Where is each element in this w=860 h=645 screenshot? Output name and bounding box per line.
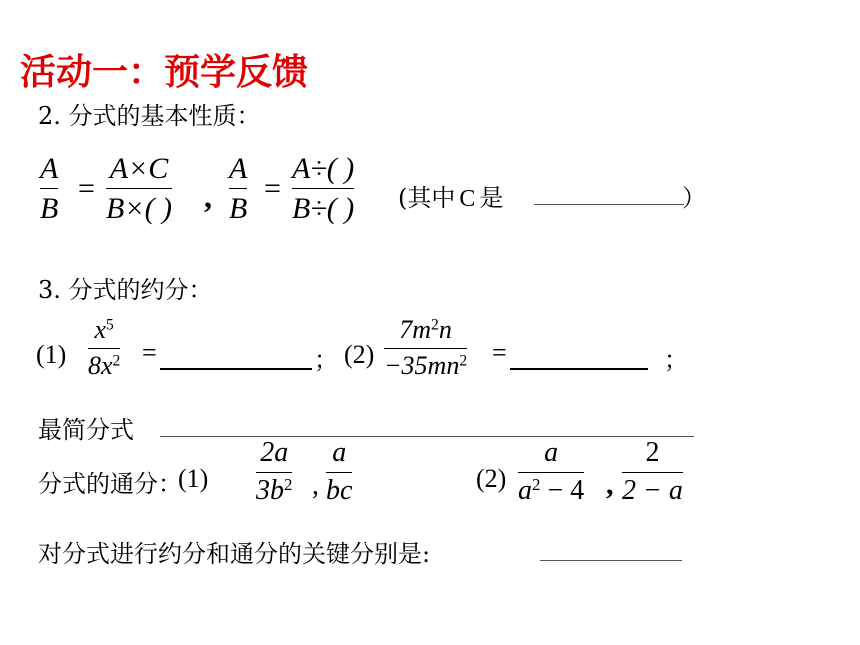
note-variable: C (459, 186, 476, 212)
comma: , (312, 470, 319, 501)
common-p1-label: (1) (178, 464, 209, 493)
page-title: 活动一：预学反馈 (20, 52, 309, 93)
item1-answer-blank[interactable] (160, 338, 312, 370)
frac1-rhs-denominator: B×( ) (106, 192, 173, 225)
p2-f1-numerator: a (544, 437, 559, 468)
frac1-rhs-numerator: A×C (109, 152, 169, 185)
item1-denominator: $8x^2$ (88, 350, 121, 380)
item1-fraction (88, 316, 120, 380)
section-2-heading: 2. 分式的基本性质： (38, 102, 261, 130)
item-end: ； (664, 346, 688, 374)
equals-sign: = (78, 172, 95, 205)
item1-numerator: $x^5$ (94, 315, 114, 344)
item-separator: ； (314, 346, 338, 374)
frac1-lhs (40, 152, 58, 225)
equals-sign: = (142, 338, 157, 367)
simplest-fraction-blank[interactable] (160, 408, 694, 437)
item1-label: (1) (36, 340, 67, 369)
frac1-lhs-numerator: A (40, 152, 59, 185)
frac1-lhs-denominator: B (40, 192, 59, 225)
frac2-rhs-denominator: B÷( ) (292, 192, 355, 225)
p2-f2-denominator: 2 − a (622, 474, 683, 506)
simplest-fraction-label: 最简分式 (38, 416, 134, 444)
note-open: (其中 (398, 184, 456, 212)
frac2-lhs (229, 152, 247, 225)
p2-f1-denominator: $a^2 - 4$ (518, 474, 585, 506)
p2-fraction-2 (622, 438, 683, 507)
common-denominator-label: 分式的通分： (38, 470, 182, 498)
item2-fraction (384, 316, 467, 380)
frac2-lhs-denominator: B (229, 192, 248, 225)
equals-sign: = (264, 172, 281, 205)
p1-f2-numerator: a (332, 437, 347, 468)
item2-label: (2) (344, 340, 375, 369)
frac2-rhs-numerator: A÷( ) (292, 152, 355, 185)
frac2-lhs-numerator: A (229, 152, 248, 185)
item2-denominator: $-35mn^2$ (384, 350, 468, 380)
p1-f2-denominator: bc (326, 474, 353, 506)
section-3-heading: 3. 分式的约分： (38, 276, 213, 304)
note-close: ） (682, 184, 706, 212)
p2-f2-numerator: 2 (645, 437, 660, 468)
p1-fraction-1 (256, 438, 292, 507)
note-word: 是 (479, 184, 504, 212)
condition-note (398, 178, 503, 213)
comma: , (606, 468, 614, 501)
key-question-blank[interactable] (540, 532, 682, 561)
p2-fraction-1 (518, 438, 584, 507)
item2-numerator: $7m^2n$ (399, 315, 452, 344)
frac1-rhs (106, 152, 172, 225)
equals-sign: = (492, 338, 507, 367)
frac2-rhs (292, 152, 354, 225)
condition-blank[interactable] (534, 178, 684, 205)
item2-answer-blank[interactable] (510, 338, 648, 370)
p1-f1-numerator: 2a (260, 437, 289, 468)
common-p2-label: (2) (476, 464, 507, 493)
p1-fraction-2 (326, 438, 352, 507)
comma: , (204, 178, 212, 214)
key-question-label: 对分式进行约分和通分的关键分别是: (38, 540, 431, 568)
p1-f1-denominator: $3b^2$ (256, 474, 293, 506)
